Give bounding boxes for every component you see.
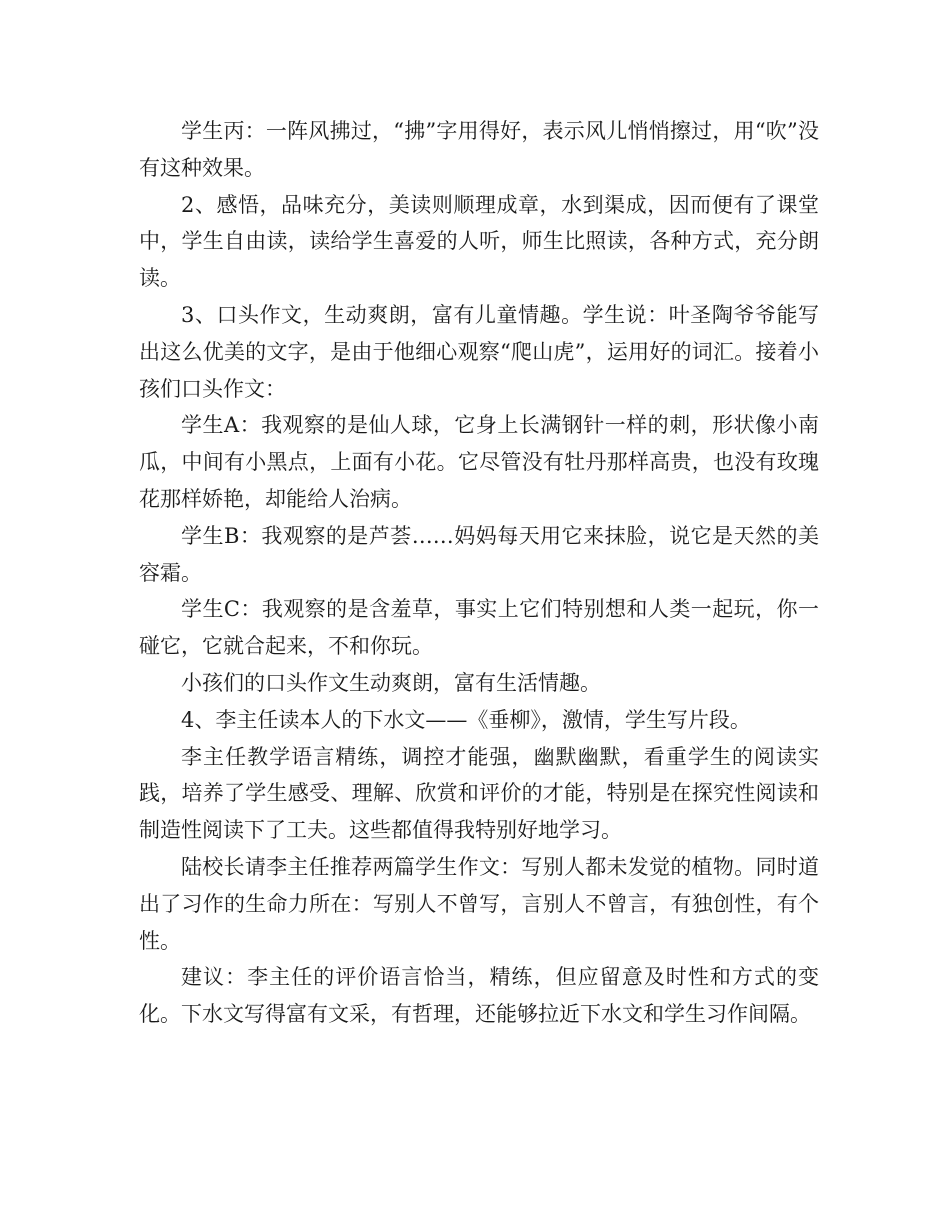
paragraph-student-a: 学生A：我观察的是仙人球，它身上长满钢针一样的刺，形状像小南瓜，中间有小黑点，上面有小花。它尽管没有牡丹那样高贵，也没有玫瑰花那样娇艳，却能给人治病。 — [139, 413, 819, 511]
paragraph-student-b: 学生B：我观察的是芦荟……妈妈每天用它来抹脸，说它是天然的美容霜。 — [139, 523, 819, 585]
paragraph-point-3-oral-composition: 3、口头作文，生动爽朗，富有儿童情趣。学生说：叶圣陶爷爷能写出这么优美的文字，是由于他细心观察“爬山虎”，运用好的词汇。接着小孩们口头作文： — [139, 302, 819, 401]
paragraph-point-2-reading: 2、感悟，品味充分，美读则顺理成章，水到渠成，因而便有了课堂中，学生自由读，读给学生喜爱的人听，师生比照读，各种方式，充分朗读。 — [139, 192, 819, 291]
paragraph-oral-summary: 小孩们的口头作文生动爽朗，富有生活情趣。 — [181, 670, 601, 695]
paragraph-teaching-evaluation: 李主任教学语言精练，调控才能强，幽默幽默，看重学生的阅读实践，培养了学生感受、理解、欣赏和评价的才能，特别是在探究性阅读和制造性阅读下了工夫。这些都值得我特别好地学习。 — [139, 744, 819, 843]
paragraph-suggestion: 建议：李主任的评价语言恰当，精练，但应留意及时性和方式的变化。下水文写得富有文采，有哲理，还能够拉近下水文和学生习作间隔。 — [139, 965, 819, 1027]
paragraph-principal-remarks: 陆校长请李主任推荐两篇学生作文：写别人都未发觉的植物。同时道出了习作的生命力所在：写别人不曾写，言别人不曾言，有独创性，有个性。 — [139, 854, 819, 953]
document-body — [139, 113, 819, 1033]
paragraph-student-c: 学生C：我观察的是含羞草，事实上它们特别想和人类一起玩，你一碰它，它就合起来，不和你玩。 — [139, 597, 819, 659]
paragraph-student-bing: 学生丙：一阵风拂过，“拂”字用得好，表示风儿悄悄擦过，用“吹”没有这种效果。 — [139, 119, 819, 180]
paragraph-point-4-model-essay: 4、李主任读本人的下水文——《垂柳》，激情，学生写片段。 — [181, 707, 751, 732]
